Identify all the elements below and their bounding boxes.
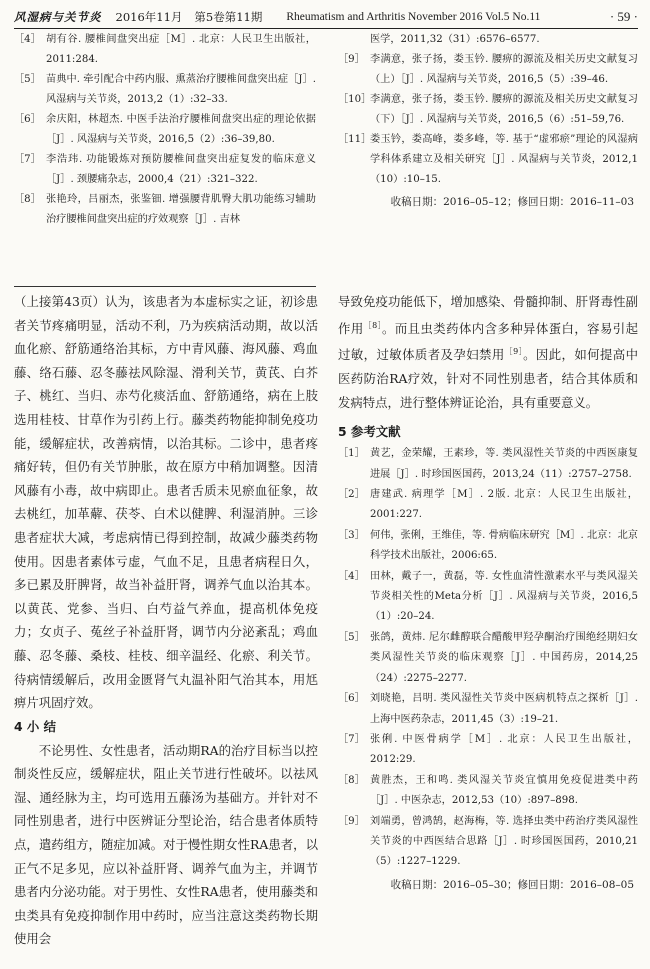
reference-text: 余庆阳，林超杰. 中医手法治疗腰椎间盘突出症的理论依据［J］. 风湿病与关节炎，2016,5（2）:36–39,80. (46, 114, 316, 145)
reference-item (14, 30, 316, 70)
reference-text: 张鸽，黄炜. 尼尔雌醇联合醋酸甲羟孕酮治疗围绝经期妇女类风湿性关节炎的临床观察［J］. 中国药房，2014,25（24）:2275–2277. (370, 631, 638, 684)
reference-item (338, 730, 638, 771)
english-header: Rheumatism and Arthritis November 2016 Vol.5 No.11 (286, 11, 541, 23)
reference-number: ［1］ (338, 448, 365, 460)
reference-text: 苗典中. 牵引配合中药内服、熏蒸治疗腰椎间盘突出症［J］. 风湿病与关节炎，2013,2（1）:32–33. (46, 74, 316, 105)
reference-item (338, 90, 638, 130)
reference-text: 唐建武. 病理学［M］. 2版. 北京：人民卫生出版社，2001:227. (370, 489, 638, 521)
reference-item (338, 50, 638, 90)
reference-number: ［7］ (14, 154, 41, 165)
section-divider (14, 286, 316, 287)
reference-number: ［2］ (338, 489, 365, 501)
reference-text: 田林，戴子一，黄磊，等. 女性血清性激素水平与类风湿关节炎相关性的Meta分析［J］. 风湿病与关节炎，2016,5（1）:20–24. (370, 570, 638, 623)
reference-item (338, 771, 638, 812)
reference-text: 李浩玮. 功能锻炼对预防腰椎间盘突出症复发的临床意义［J］. 颈腰痛杂志，2000,4（21）:321–322. (46, 154, 316, 185)
journal-name: 风湿病与关节炎 (14, 10, 102, 24)
reference-list (338, 444, 638, 873)
reference-number: ［5］ (338, 631, 365, 643)
reference-item (338, 689, 638, 730)
reference-number: ［9］ (338, 54, 365, 65)
issue-date: 2016年11月 (115, 10, 183, 24)
reference-text: 黄艺，金荣耀，王素珍，等. 类风湿性关节炎的中西医康复进展［J］. 时珍国医国药，2013,24（11）:2757–2758. (370, 448, 638, 480)
reference-item (338, 30, 638, 50)
reference-item (338, 130, 638, 190)
reference-number: ［7］ (338, 733, 365, 745)
reference-text: 胡有谷. 腰椎间盘突出症［M］. 北京：人民卫生出版社，2011:284. (46, 34, 316, 65)
reference-item (14, 70, 316, 110)
reference-number: ［6］ (14, 114, 41, 125)
reference-text: 刘晓艳，吕明. 类风湿性关节炎中医病机特点之探析［J］. 上海中医药杂志，2011,45（3）:19–21. (370, 693, 638, 725)
reference-text: 李满意，张子扬，娄玉钤. 腰痹的源流及相关历史文献复习（上）［J］. 风湿病与关节炎，2016,5（5）:39–46. (370, 54, 638, 85)
reference-number: ［4］ (338, 570, 365, 582)
reference-number: ［10］ (338, 94, 372, 105)
reference-text: 刘端勇，曾鸿鹄，赵海梅，等. 选择虫类中药治疗类风湿性关节炎的中西医结合思路［J］. 时珍国医国药，2010,21（5）:1227–1229. (370, 815, 638, 868)
reference-number: ［4］ (14, 34, 41, 45)
reference-text: 张俐. 中医骨病学［M］. 北京：人民卫生出版社，2012:29. (370, 733, 638, 766)
section-heading: 4 小 结 (14, 718, 57, 734)
reference-text: 医学，2011,32（31）:6576–6577. (370, 34, 540, 45)
reference-item (338, 485, 638, 526)
paragraph-text: 。而且虫类药体内含多种异体蛋白，容易引起过敏，过敏体质者及孕妇禁用 (338, 320, 639, 363)
reference-text: 黄胜杰，王和鸣. 类风湿关节炎宜慎用免疫促进类中药［J］. 中医杂志，2012,53（10）:897–898. (370, 774, 638, 807)
body-paragraph (338, 290, 638, 414)
received-date: 收稿日期：2016–05–12；修回日期：2016–11–03 (390, 196, 634, 208)
reference-text: 李满意，张子扬，娄玉钤. 腰痹的源流及相关历史文献复习（下）［J］. 风湿病与关节炎，2016,5（6）:51–59,76. (370, 94, 638, 125)
reference-text: 娄玉钤，娄高峰，娄多峰，等. 基于“虚邪瘀”理论的风湿病学科体系建立及相关研究［J］. 风湿病与关节炎，2012,1（10）:10–15. (370, 134, 638, 185)
reference-item (338, 812, 638, 873)
citation-marker: ［9］ (504, 347, 524, 357)
reference-number: ［3］ (338, 529, 365, 541)
right-column (338, 290, 638, 895)
reference-number: ［5］ (14, 74, 41, 85)
reference-item (338, 628, 638, 689)
top-references-left (14, 30, 316, 230)
paragraph-text: 导致免疫功能低下，增加感染、骨髓抑制、肝肾毒性副作用 (338, 294, 638, 336)
reference-number: ［6］ (338, 693, 365, 705)
page-number: · 59 · (609, 9, 638, 24)
paragraph-text: 。因此，如何提高中医药防治RA疗效，针对不同性别患者，结合其体质和发病特点，进行整体辨证论治，具有重要意义。 (338, 347, 639, 410)
reference-text: 张艳玲，吕丽杰，张鉴钿. 增强腰背肌臀大肌功能练习辅助治疗腰椎间盘突出症的疗效观察［J］. 吉林 (46, 194, 316, 225)
citation-marker: ［8］ (363, 320, 383, 330)
body-paragraph: 不论男性、女性患者，活动期RA的治疗目标当以控制炎性反应，缓解症状，阻止关节进行性破坏。以祛风湿、通经脉为主，均可选用五藤汤为基础方。并针对不同性别患者，进行中医辨证分型论治，结合患者体质特点，遣药组方，随症加减。对于慢性期女性RA患者，以正气不足多见，应以补益肝肾、调养气血为主，并调节患者内分泌功能。对于男性、女性RA患者，使用藤类和虫类具有免疫抑制作用中药时，应当注意这类药物长期使用会 (14, 742, 318, 947)
running-header (14, 6, 638, 29)
reference-item (14, 190, 316, 230)
reference-item (14, 110, 316, 150)
top-references-right (338, 30, 638, 212)
reference-item (338, 567, 638, 628)
body-paragraph: （上接第43页）认为，该患者为本虚标实之证，初诊患者关节疼痛明显，活动不利，乃为疾病活动期，故以活血化瘀、舒筋通络治其标，方中青风藤、海风藤、鸡血藤、络石藤、忍冬藤祛风除湿、滑利关节，黄芪、白芥子、桃红、当归、赤芍化痰活血、舒筋通络，病在上肢选用桂枝、甘草作为引药上行。藤类药物能抑制免疫功能，缓解症状，改善病情，以治其标。二诊中，患者疼痛好转，但仍有关节肿胀，故在原方中稍加调整。因清风藤有小毒，故中病即止。患者舌质未见瘀血征象，故去桃红，加革薢、茯苓、白术以健脾、利湿消肿。三诊患者症状大减，考虑病情已得到控制，故减少藤类药物使用。因患者素体亏虚，气血不足，且患者病程日久，多已累及肝脾肾，故当补益肝肾，调养气血以治其本。以黄芪、党参、当归、白芍益气养血，提高机体免疫力；女贞子、菟丝子补益肝肾，调节内分泌紊乱；鸡血藤、忍冬藤、桑枝、桂枝、细辛温经、化瘀、利关节。待病情缓解后，改用金匮肾气丸温补阳气治其本，用尪痹片巩固疗效。 (14, 294, 318, 711)
reference-item (338, 444, 638, 485)
reference-number: ［8］ (14, 194, 41, 205)
reference-item (14, 150, 316, 190)
reference-item (338, 526, 638, 567)
reference-text: 何伟，张俐，王维佳，等. 骨病临床研究［M］. 北京：北京科学技术出版社，2006:65. (370, 529, 638, 562)
reference-number: ［11］ (338, 134, 372, 145)
received-date: 收稿日期：2016–05–30；修回日期：2016–08–05 (390, 878, 634, 891)
reference-number: ［8］ (338, 774, 365, 786)
reference-number: ［9］ (338, 815, 365, 827)
volume-issue: 第5卷第11期 (194, 10, 263, 24)
section-heading: 5 参考文献 (338, 424, 401, 440)
reference-number (338, 30, 370, 50)
left-column (14, 290, 318, 951)
